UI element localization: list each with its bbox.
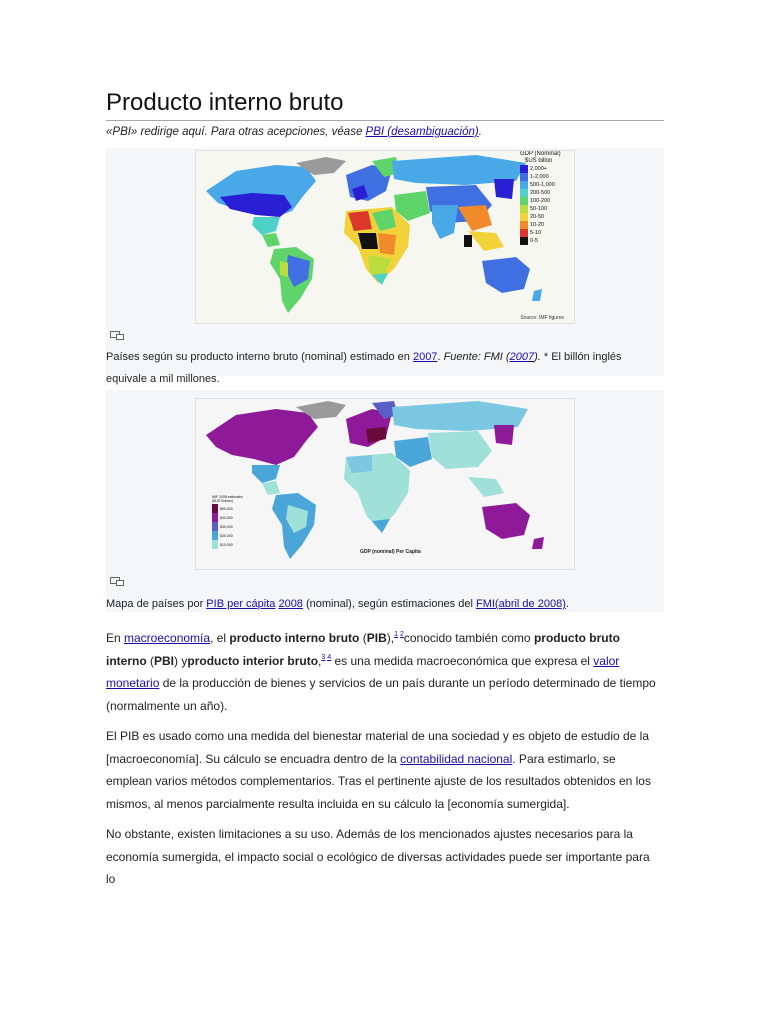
- per-capita-map-svg: [196, 399, 574, 569]
- legend-item: [520, 197, 570, 205]
- legend-swatch: [212, 540, 218, 549]
- legend-swatch: [520, 229, 528, 237]
- text: (: [359, 631, 367, 645]
- legend-items: [212, 504, 244, 549]
- legend-swatch: [520, 189, 528, 197]
- map-title: GDP (nominal) Per Capita: [360, 549, 421, 555]
- text: El PIB es usado como una medida del bienestar material de una sociedad y es objeto de estudio de la [macroeconomía]. Su cálculo se encuadra dentro de la: [106, 729, 650, 766]
- legend-item: [520, 229, 570, 237]
- legend-title-2: $US billon: [525, 158, 553, 164]
- page-title: Producto interno bruto: [106, 88, 664, 121]
- hatnote-end: .: [478, 126, 482, 138]
- gdp-map-svg: [196, 151, 574, 323]
- legend-item: [212, 522, 244, 531]
- legend-label: 0-5: [530, 238, 538, 244]
- text: (: [146, 653, 155, 668]
- paragraph-2: [106, 725, 662, 815]
- contabilidad-nacional-link[interactable]: contabilidad nacional: [400, 751, 513, 766]
- legend-swatch: [520, 165, 528, 173]
- legend-title: IMF 2008 estimates: [212, 495, 243, 499]
- april-2008-link[interactable]: (abril de 2008): [494, 598, 566, 610]
- legend-label: 20-50: [530, 214, 545, 220]
- legend-item: [520, 165, 570, 173]
- legend-swatch: [212, 513, 218, 522]
- gdp-per-capita-world-map[interactable]: [195, 398, 575, 570]
- figure-gdp-nominal: [106, 148, 664, 385]
- caption-text: .: [565, 598, 569, 610]
- legend-swatch: [212, 531, 218, 540]
- text: ),: [386, 631, 395, 645]
- text: conocido también como: [403, 631, 534, 645]
- legend-label: $10,000: [220, 542, 233, 547]
- paragraph-3: [106, 823, 662, 891]
- legend-swatch: [212, 522, 218, 531]
- legend-label: $40,000: [220, 515, 233, 520]
- caption-text: ).: [534, 351, 541, 363]
- legend-label: 5-10: [530, 230, 542, 236]
- legend-item: [212, 531, 244, 540]
- legend-label: $20,000: [220, 533, 233, 538]
- legend-label: 1-2,000: [530, 174, 549, 180]
- text: de la producción de bienes y servicios de un país durante un período determinado de tiempo (normalmente un año).: [106, 676, 656, 713]
- pib-per-capita-link[interactable]: PIB per cápita: [206, 598, 276, 610]
- paragraph-1: [106, 627, 662, 717]
- ref-link-1[interactable]: 1: [394, 631, 398, 638]
- caption-text: (nominal), según estimaciones del: [302, 598, 476, 610]
- legend-label: 200-500: [530, 190, 551, 196]
- text: ,: [318, 653, 322, 668]
- caption-source-label: Fuente: FMI (: [443, 351, 510, 363]
- legend-label: 100-200: [530, 198, 551, 204]
- hatnote-text: «PBI» redirige aquí. Para otras acepciones, véase: [106, 126, 366, 138]
- legend-label: $50,000: [220, 506, 233, 511]
- bold-term: producto bruto interno: [106, 631, 620, 668]
- disambiguation-link[interactable]: PBI (desambiguación): [365, 126, 479, 138]
- per-capita-legend: [212, 495, 244, 549]
- text: . Para estimarlo, se emplean varios métodos complementarios. Tras el pertinente ajuste de los resultados obtenidos en los mismos, al menos parcialmente resulta incluida en su cálculo la [economía sumergida].: [106, 751, 651, 811]
- valor-monetario-link[interactable]: valor monetario: [106, 653, 620, 690]
- figure-gdp-per-capita: [106, 390, 664, 612]
- legend-item: [520, 213, 570, 221]
- ref-link-4[interactable]: 4: [327, 653, 332, 661]
- legend-item: [520, 181, 570, 189]
- legend-item: [520, 189, 570, 197]
- text: ) y: [174, 653, 188, 668]
- legend-item: [212, 540, 244, 549]
- legend-items: [520, 165, 570, 245]
- legend-swatch: [520, 221, 528, 229]
- gdp-nominal-world-map[interactable]: [195, 150, 575, 324]
- enlarge-icon[interactable]: [110, 577, 124, 587]
- hatnote: [106, 126, 666, 138]
- caption-text: .: [437, 351, 444, 363]
- legend-sub: ($US Dollars): [212, 499, 234, 503]
- legend-swatch: [520, 173, 528, 181]
- legend-label: $30,000: [220, 524, 233, 529]
- map-source: Source: IMF figures: [520, 315, 564, 321]
- legend-label: 500-1,000: [530, 182, 555, 188]
- text: , el: [210, 631, 230, 645]
- source-2007-link[interactable]: 2007: [509, 351, 535, 363]
- figure2-caption: [106, 593, 664, 615]
- caption-text: Mapa de países por: [106, 598, 207, 610]
- ref-link-3[interactable]: 3: [321, 653, 326, 661]
- caption-text: Países según su producto interno bruto (nominal) estimado en: [106, 351, 413, 363]
- legend-swatch: [520, 181, 528, 189]
- gdp-legend: [520, 151, 570, 251]
- legend-label: 2,000+: [530, 166, 547, 172]
- legend-swatch: [520, 237, 528, 245]
- ref-link-2[interactable]: 2: [399, 631, 404, 638]
- text: No obstante, existen limitaciones a su uso. Además de los mencionados ajustes necesarios para la economía sumergida, el impacto social o ecológico de diversas actividades puede ser importante para lo: [106, 827, 650, 886]
- macroeconomia-link[interactable]: macroeconomía: [124, 631, 211, 645]
- bold-term: PBI: [154, 653, 175, 668]
- legend-swatch: [520, 213, 528, 221]
- legend-item: [212, 513, 244, 522]
- caption-text: * El billón inglés equivale a mil millones.: [106, 351, 622, 385]
- legend-title-1: GDP (Nominal): [520, 151, 561, 157]
- legend-swatch: [212, 504, 218, 513]
- legend-item: [520, 221, 570, 229]
- year-2007-link[interactable]: 2007: [412, 351, 438, 363]
- legend-item: [520, 205, 570, 213]
- year-2008-link[interactable]: 2008: [278, 598, 303, 610]
- text: En: [106, 631, 125, 645]
- bold-term: PIB: [366, 631, 387, 645]
- legend-item: [212, 504, 244, 513]
- legend-label: 50-100: [530, 206, 548, 212]
- bold-term: producto interior bruto: [187, 653, 319, 668]
- legend-label: 10-20: [530, 222, 545, 228]
- legend-item: [520, 237, 570, 245]
- legend-swatch: [520, 197, 528, 205]
- fmi-link[interactable]: FMI: [475, 598, 495, 610]
- text: es una medida macroeconómica que expresa el: [331, 653, 594, 668]
- figure1-caption: [106, 346, 664, 390]
- enlarge-icon[interactable]: [110, 331, 124, 341]
- bold-term: producto interno bruto: [229, 631, 360, 645]
- legend-item: [520, 173, 570, 181]
- legend-swatch: [520, 205, 528, 213]
